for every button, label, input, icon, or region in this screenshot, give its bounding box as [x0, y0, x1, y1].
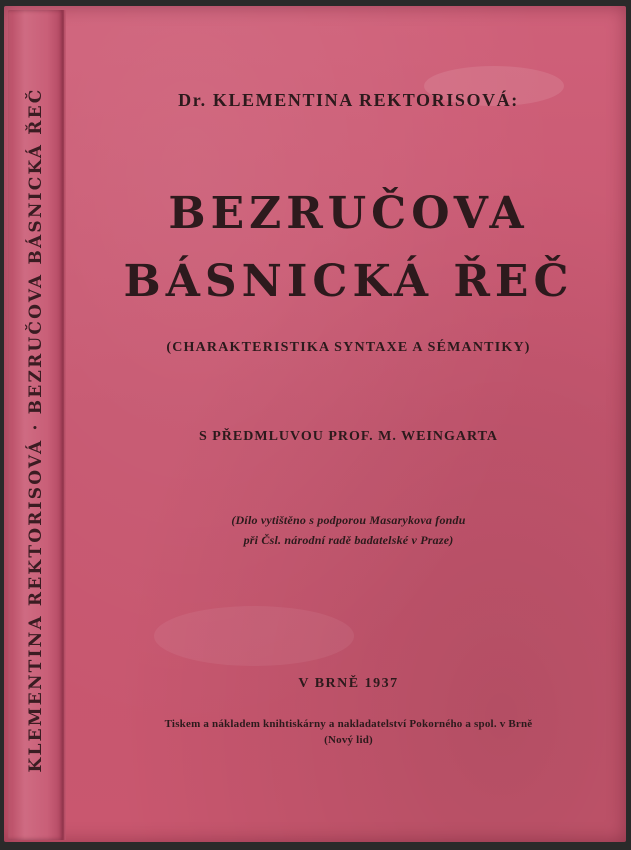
foreword-credit: S PŘEDMLUVOU PROF. M. WEINGARTA	[198, 429, 499, 444]
cover-scuff	[154, 606, 354, 666]
printer-line-2: (Nový lid)	[324, 734, 373, 746]
funding-note-line-1: (Dílo vytištěno s podporou Masarykova fondu	[231, 513, 466, 527]
book-cover	[4, 6, 626, 842]
spine-title: KLEMENTINA REKTORISOVÁ · BEZRUČOVA BÁSNICKÁ ŘEČ	[26, 87, 46, 773]
spine-edge	[62, 10, 66, 840]
place-and-year: V BRNĚ 1937	[298, 676, 399, 691]
author-name: Dr. KLEMENTINA REKTORISOVÁ:	[178, 90, 519, 110]
printer-line-1: Tiskem a nákladem knihtiskárny a nakladatelství Pokorného a spol. v Brně	[164, 718, 533, 730]
book-subtitle: (CHARAKTERISTIKA SYNTAXE A SÉMANTIKY)	[166, 340, 531, 355]
book-title-line-1: BEZRUČOVA	[168, 188, 529, 239]
funding-note-line-2: při Čsl. národní radě badatelské v Praze)	[243, 533, 454, 547]
book-title-line-2: BÁSNICKÁ ŘEČ	[123, 256, 574, 307]
